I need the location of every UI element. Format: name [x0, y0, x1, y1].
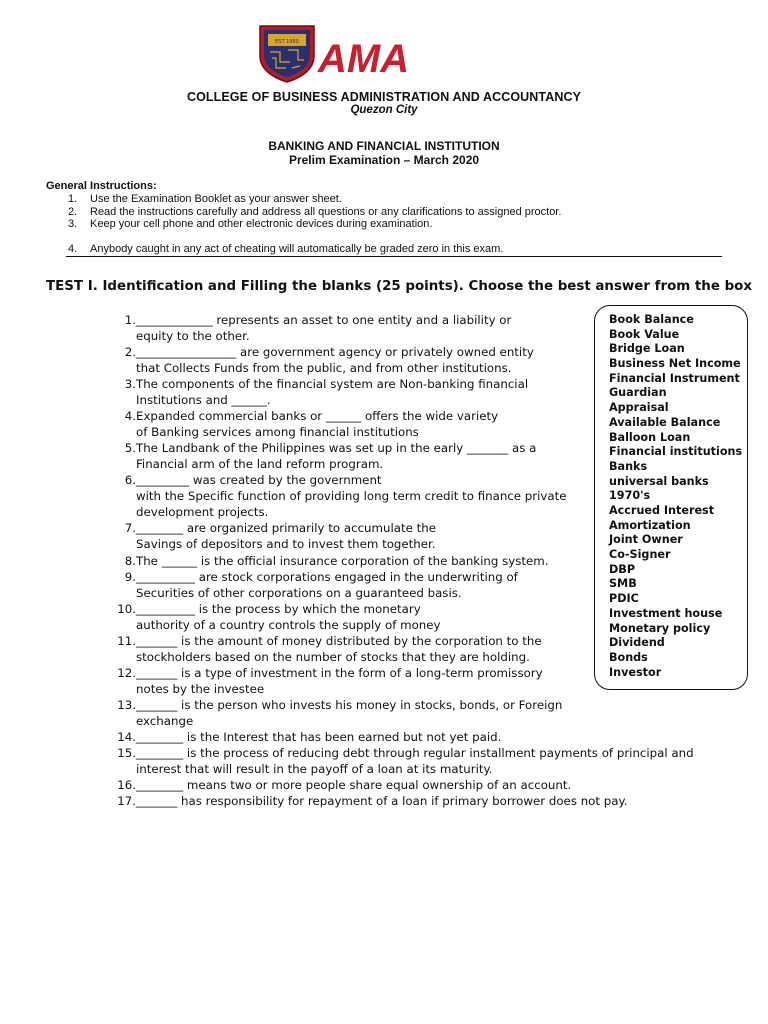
question-text: The components of the financial system are Non-banking financial [136, 377, 529, 391]
question-number: 10. [117, 602, 136, 616]
question-number: 17. [117, 794, 136, 808]
answer-choice: Accrued Interest [609, 504, 715, 517]
instruction-item [68, 243, 503, 255]
question-continuation: exchange [136, 714, 194, 728]
answer-choice: SMB [609, 577, 637, 590]
question-item [112, 746, 694, 760]
instructions-title: General Instructions: [46, 180, 157, 192]
answer-choice: Book Balance [609, 313, 694, 326]
question-number: 9. [124, 570, 136, 584]
question-text: _______ is a type of investment in the form of a long-term promissory [136, 666, 543, 680]
question-continuation: Institutions and ______. [136, 393, 271, 407]
question-item [112, 313, 512, 327]
question-item [112, 778, 572, 792]
answer-choice: Book Value [609, 328, 680, 341]
question-text: __________ are stock corporations engaged in the underwriting of [136, 570, 518, 584]
instruction-number: 4. [68, 243, 78, 255]
question-item [112, 377, 529, 391]
instruction-number: 1. [68, 193, 78, 205]
question-item [112, 441, 537, 455]
city-name: Quezon City [350, 104, 418, 116]
question-number: 14. [117, 730, 136, 744]
question-continuation: Financial arm of the land reform program. [136, 457, 384, 471]
instruction-item [68, 218, 432, 230]
question-text: _____________ represents an asset to one entity and a liability or [136, 313, 512, 327]
question-continuation: Securities of other corporations on a guaranteed basis. [136, 586, 462, 600]
instruction-text: Read the instructions carefully and address all questions or any clarifications to assigned proctor. [90, 206, 562, 218]
instruction-text: Keep your cell phone and other electronic devices during examination. [90, 218, 433, 230]
question-number: 8. [124, 554, 136, 568]
question-text: The ______ is the official insurance corporation of the banking system. [136, 554, 549, 568]
question-continuation: with the Specific function of providing long term credit to finance private [136, 489, 567, 503]
answer-choice: Amortization [609, 519, 691, 532]
question-item [112, 473, 382, 487]
question-number: 4. [124, 409, 136, 423]
answer-choice: Joint Owner [609, 533, 683, 546]
question-continuation: equity to the other. [136, 329, 250, 343]
answer-choice: Investor [609, 666, 662, 679]
answer-choice: Dividend [609, 636, 665, 649]
answer-choice: Investment house [609, 607, 723, 620]
question-text: __________ is the process by which the monetary [136, 602, 421, 616]
instruction-number: 3. [68, 218, 78, 230]
question-text: The Landbank of the Philippines was set up in the early _______ as a [136, 441, 537, 455]
answer-choice: Business Net Income [609, 357, 741, 370]
question-item [112, 794, 628, 808]
question-text: Expanded commercial banks or ______ offers the wide variety [136, 409, 499, 423]
question-number: 1. [124, 313, 136, 327]
question-text: _______ is the amount of money distributed by the corporation to the [136, 634, 542, 648]
course-title: BANKING AND FINANCIAL INSTITUTION [268, 139, 500, 153]
answer-choice: Monetary policy [609, 622, 711, 635]
question-item [112, 698, 563, 712]
question-item [112, 730, 502, 744]
answer-choice: Bridge Loan [609, 342, 685, 355]
instruction-number: 2. [68, 206, 78, 218]
question-number: 11. [117, 634, 136, 648]
question-item [112, 634, 542, 648]
instruction-item [68, 193, 342, 205]
question-number: 13. [117, 698, 136, 712]
question-item [112, 521, 436, 535]
question-number: 6. [124, 473, 136, 487]
question-number: 15. [117, 746, 136, 760]
question-item [112, 602, 421, 616]
question-continuation: stockholders based on the number of stocks that they are holding. [136, 650, 530, 664]
answer-choice: Co-Signer [609, 548, 671, 561]
answer-choice: Guardian [609, 386, 667, 399]
question-continuation: notes by the investee [136, 682, 265, 696]
question-text: _________________ are government agency or privately owned entity [136, 345, 534, 359]
question-item [112, 570, 518, 584]
question-item [112, 345, 534, 359]
question-text: _______ is the person who invests his money in stocks, bonds, or Foreign [136, 698, 563, 712]
answer-choice: Appraisal [609, 401, 669, 414]
question-text: ________ is the process of reducing debt through regular installment payments of principal and [136, 746, 694, 760]
instruction-text: Anybody caught in any act of cheating will automatically be graded zero in this exam. [90, 243, 504, 255]
question-continuation: Savings of depositors and to invest them together. [136, 537, 436, 551]
question-text: ________ is the Interest that has been earned but not yet paid. [136, 730, 502, 744]
answer-choice: universal banks [609, 475, 709, 488]
question-text: _______ has responsibility for repayment of a loan if primary borrower does not pay. [136, 794, 628, 808]
ama-logo [258, 22, 420, 84]
question-item [112, 409, 499, 423]
answer-choice: Financial Instrument [609, 372, 740, 385]
question-continuation: that Collects Funds from the public, and from other institutions. [136, 361, 512, 375]
answer-choice: PDIC [609, 592, 639, 605]
question-number: 7. [124, 521, 136, 535]
question-number: 3. [124, 377, 136, 391]
question-item [112, 666, 543, 680]
answer-choice: 1970's [609, 489, 651, 502]
answer-choice: Financial institutions [609, 445, 743, 458]
question-continuation: of Banking services among financial institutions [136, 425, 419, 439]
logo-wordmark: AMA [318, 37, 410, 81]
exam-title: Prelim Examination – March 2020 [288, 153, 480, 167]
answer-choice: Bonds [609, 651, 648, 664]
question-number: 16. [117, 778, 136, 792]
answer-choice: Available Balance [609, 416, 721, 429]
question-continuation: development projects. [136, 505, 269, 519]
question-continuation: authority of a country controls the supply of money [136, 618, 441, 632]
question-text: ________ means two or more people share equal ownership of an account. [136, 778, 572, 792]
test-title: TEST I. Identification and Filling the blanks (25 points). Choose the best answer from the box [46, 279, 752, 294]
question-item [112, 554, 549, 568]
answer-choice: Balloon Loan [609, 431, 691, 444]
college-name: COLLEGE OF BUSINESS ADMINISTRATION AND ACCOUNTANCY [186, 90, 582, 104]
question-number: 5. [124, 441, 136, 455]
instructions-underline [66, 256, 722, 257]
question-text: ________ are organized primarily to accumulate the [136, 521, 436, 535]
question-number: 12. [117, 666, 136, 680]
answer-choice: Banks [609, 460, 648, 473]
instruction-text: Use the Examination Booklet as your answer sheet. [90, 193, 342, 205]
answer-choice: DBP [609, 563, 636, 576]
instruction-item [68, 206, 561, 218]
question-continuation: interest that will result in the payoff of a loan at its maturity. [136, 762, 493, 776]
question-number: 2. [124, 345, 136, 359]
seal-text: EST 1980 [275, 39, 299, 45]
question-text: _________ was created by the government [136, 473, 382, 487]
